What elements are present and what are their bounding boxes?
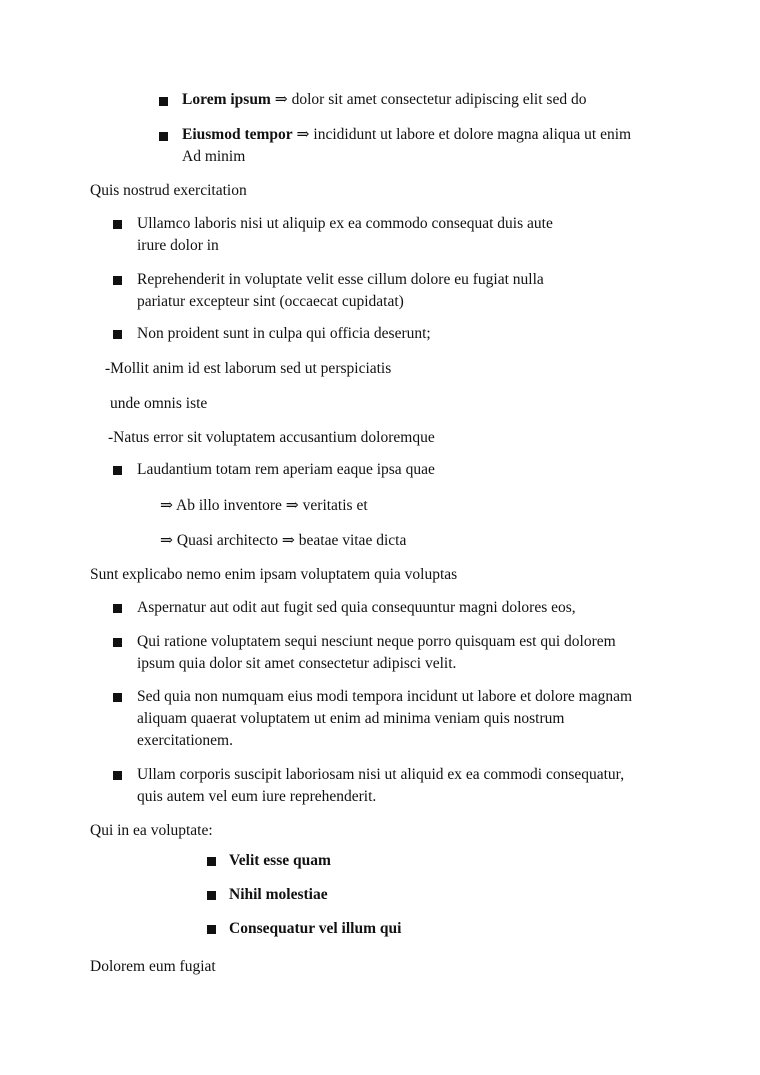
arrow-item-text: Ab illo inventore ⇒ veritatis et — [173, 497, 368, 514]
bullet-icon — [113, 220, 122, 229]
list-item-bold — [229, 850, 331, 872]
list-item: Ullamco laboris nisi ut aliquip ex ea commodo consequat duis aute — [137, 215, 553, 232]
list-item: Non proident sunt in culpa qui officia deserunt; — [137, 325, 431, 342]
list-item: Reprehenderit in voluptate velit esse cillum dolore eu fugiat nulla — [137, 271, 544, 288]
bullet-icon — [207, 891, 216, 900]
bold-item-text: Nihil molestiae — [229, 886, 328, 903]
item-continuation: aliquam quaerat voluptatem ut enim ad minima veniam quis nostrum — [137, 710, 565, 727]
paragraph-line: unde omnis iste — [110, 395, 208, 412]
arrow-icon: ⇒ — [160, 497, 173, 514]
paragraph-line: -Mollit anim id est laborum sed ut perspiciatis — [105, 360, 392, 377]
section-heading: Dolorem eum fugiat — [90, 958, 216, 975]
bullet-icon — [113, 693, 122, 702]
bullet-icon — [207, 925, 216, 934]
bold-term: Eiusmod tempor — [182, 126, 293, 143]
bullet-icon — [113, 466, 122, 475]
list-item — [182, 124, 631, 146]
item-continuation: irure dolor in — [137, 237, 219, 254]
arrow-item — [160, 530, 406, 552]
bullet-icon — [207, 857, 216, 866]
item-continuation: quis autem vel eum iure reprehenderit. — [137, 788, 377, 805]
bold-item-text: Consequatur vel illum qui — [229, 920, 402, 937]
list-item: Ullam corporis suscipit laboriosam nisi ut aliquid ex ea commodi consequatur, — [137, 766, 625, 783]
arrow-item — [160, 495, 368, 517]
bullet-icon — [113, 771, 122, 780]
bold-term: Lorem ipsum — [182, 91, 271, 108]
list-item: Laudantium totam rem aperiam eaque ipsa quae — [137, 461, 435, 478]
section-heading: Quis nostrud exercitation — [90, 182, 247, 199]
list-item: Sed quia non numquam eius modi tempora incidunt ut labore et dolore magnam — [137, 688, 633, 705]
bullet-icon — [113, 276, 122, 285]
bullet-icon — [113, 604, 122, 613]
paragraph-line: -Natus error sit voluptatem accusantium doloremque — [108, 429, 435, 446]
item-continuation: Ad minim — [182, 148, 246, 165]
bullet-icon — [113, 638, 122, 647]
arrow-item-text: Quasi architecto ⇒ beatae vitae dicta — [173, 532, 407, 549]
section-heading: Qui in ea voluptate: — [90, 822, 213, 839]
item-continuation: pariatur excepteur sint (occaecat cupidatat) — [137, 293, 404, 310]
bold-item-text: Velit esse quam — [229, 852, 331, 869]
item-continuation: exercitationem. — [137, 732, 233, 749]
list-item-bold — [229, 884, 328, 906]
bullet-icon — [113, 330, 122, 339]
arrow-icon: ⇒ — [160, 532, 173, 549]
list-item — [182, 89, 586, 111]
list-item: Qui ratione voluptatem sequi nesciunt neque porro quisquam est qui dolorem — [137, 633, 616, 650]
bullet-icon — [159, 132, 168, 141]
bullet-icon — [159, 97, 168, 106]
item-continuation: ipsum quia dolor sit amet consectetur adipisci velit. — [137, 655, 457, 672]
list-item: Aspernatur aut odit aut fugit sed quia consequuntur magni dolores eos, — [137, 599, 576, 616]
item-text: ⇒ incididunt ut labore et dolore magna aliqua ut enim — [292, 126, 632, 143]
section-heading: Sunt explicabo nemo enim ipsam voluptatem quia voluptas — [90, 566, 458, 583]
item-text: ⇒ dolor sit amet consectetur adipiscing elit sed do — [270, 91, 587, 108]
list-item-bold — [229, 918, 401, 940]
